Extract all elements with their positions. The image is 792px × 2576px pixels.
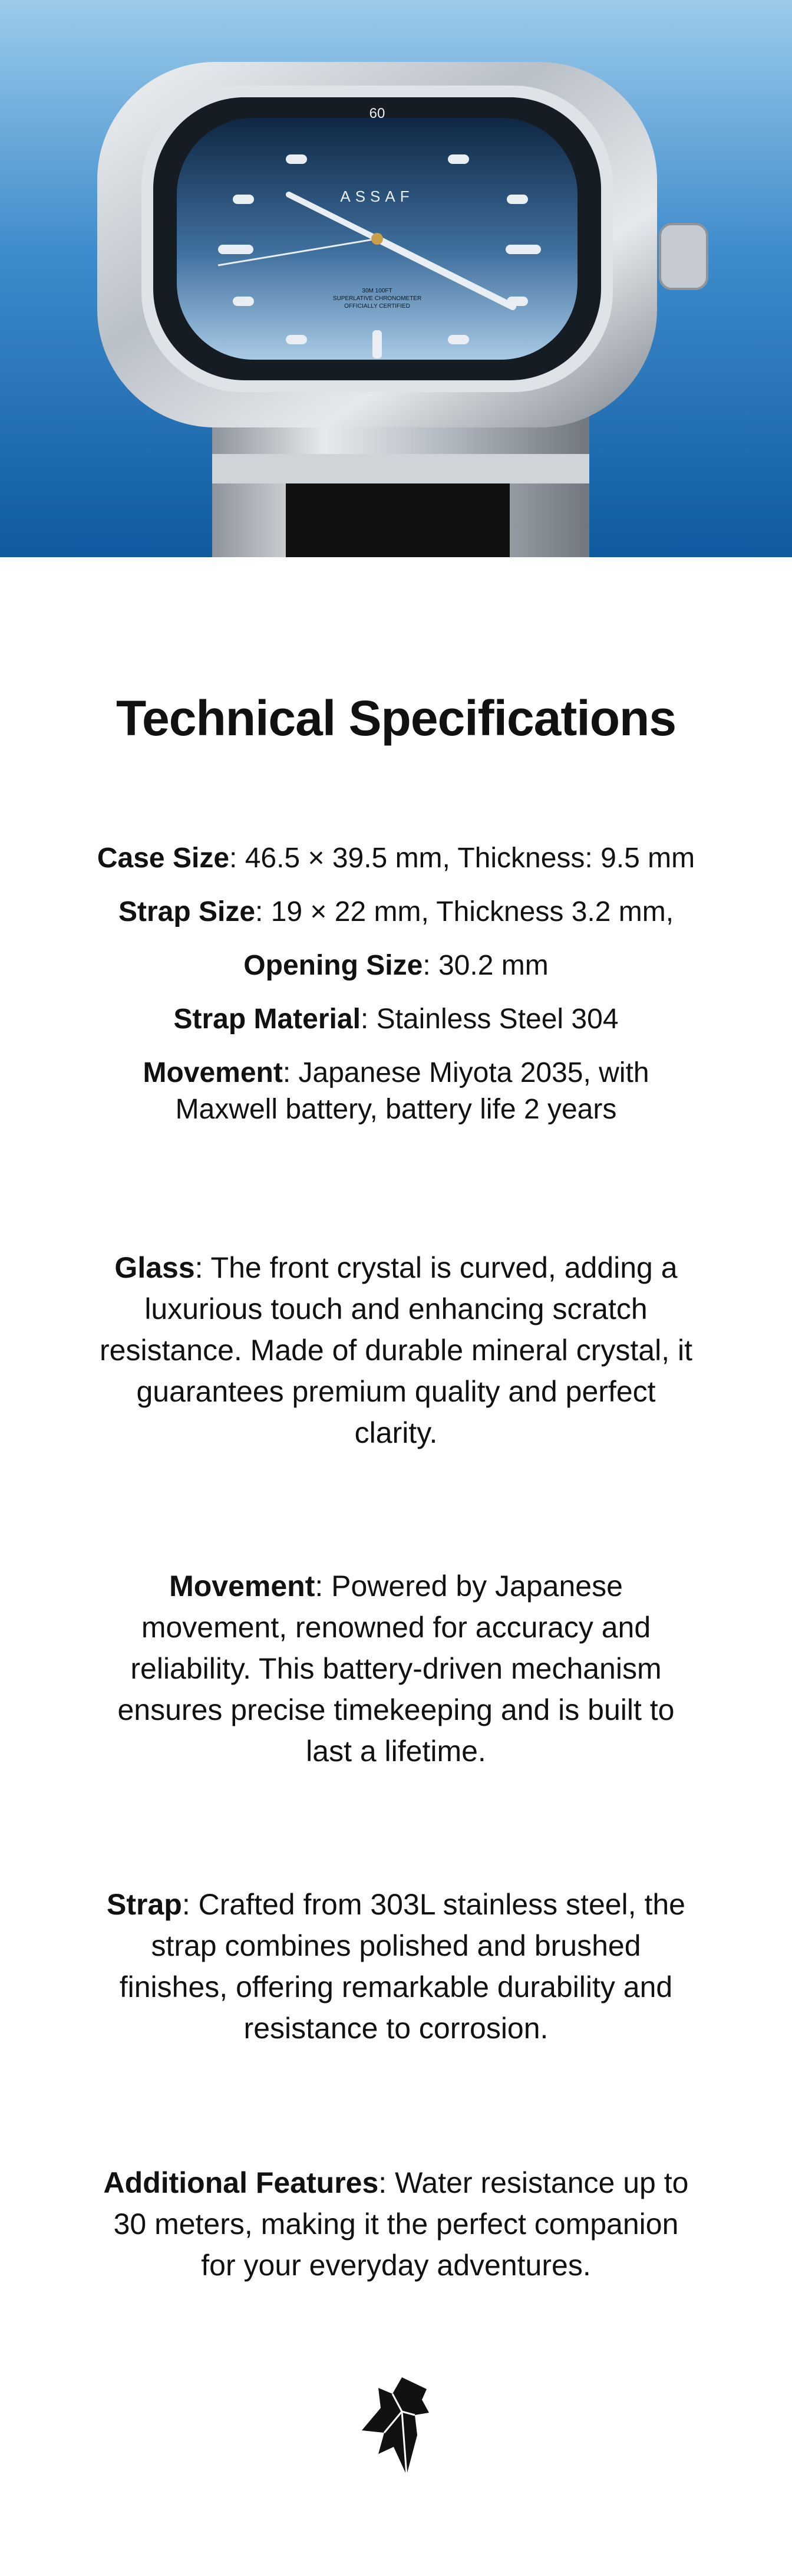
spec-strap-size: Strap Size: 19 × 22 mm, Thickness 3.2 mm, (118, 896, 674, 927)
dial-text-1: 30M 100FT (362, 288, 392, 294)
paragraph-strap: Strap: Crafted from 303L stainless steel, the strap combines polished and brushed finishes, offering remarkable durability and resistance to corrosion. (107, 1888, 685, 2045)
dial-numeral-60: 60 (369, 106, 385, 121)
spec-case-size: Case Size: 46.5 × 39.5 mm, Thickness: 9.5 mm (97, 843, 695, 874)
section-title: Technical Specifications (116, 690, 676, 746)
paragraph-movement: Movement: Powered by Japanese movement, renowned for accuracy and reliability. This battery-driven mechanism ensures precise timekeeping and is built to last a lifetime. (117, 1570, 675, 1768)
watch-hero-image (0, 0, 792, 557)
spec-strap-material: Strap Material: Stainless Steel 304 (173, 1004, 619, 1035)
spec-opening-size: Opening Size: 30.2 mm (243, 950, 549, 981)
hero-image (0, 0, 792, 557)
dial-brand: ASSAF (340, 187, 414, 205)
dial-text-3: OFFICIALLY CERTIFIED (344, 303, 410, 310)
spec-list (0, 840, 792, 1145)
horse-head-logo-icon (361, 2376, 430, 2476)
spec-movement: Movement: Japanese Miyota 2035, with Maxwell battery, battery life 2 years (143, 1057, 649, 1125)
dial-text-2: SUPERLATIVE CHRONOMETER (332, 295, 422, 302)
paragraph-glass: Glass: The front crystal is curved, adding a luxurious touch and enhancing scratch resistance. Made of durable mineral crystal, it guarantees premium quality and perfect clarity. (100, 1251, 692, 1449)
paragraph-additional-features: Additional Features: Water resistance up to 30 meters, making it the perfect companion for your everyday adventures. (103, 2166, 689, 2282)
